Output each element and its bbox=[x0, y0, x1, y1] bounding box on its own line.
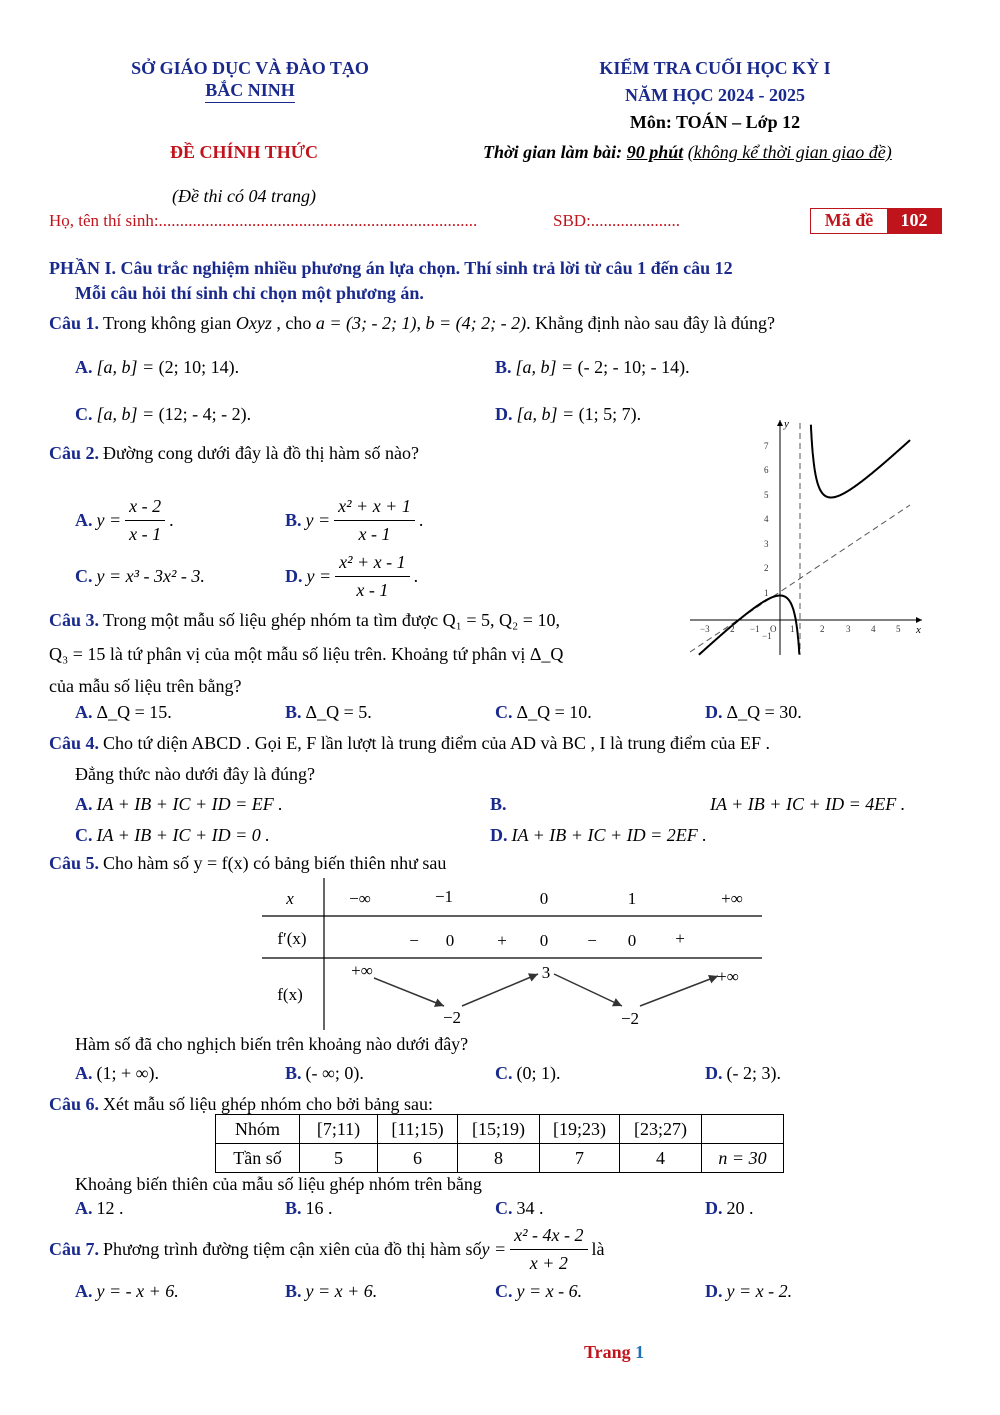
header-cell-6 bbox=[702, 1115, 784, 1144]
q4-option-a[interactable]: A. IA + IB + IC + ID = EF . bbox=[75, 794, 283, 814]
q4-option-d[interactable]: D. IA + IB + IC + ID = 2EF . bbox=[490, 825, 707, 845]
header-cell-5: [23;27) bbox=[620, 1115, 702, 1144]
exam-title: KIỂM TRA CUỐI HỌC KỲ I bbox=[599, 58, 831, 78]
x-val-neg-inf: −∞ bbox=[349, 889, 371, 908]
q5-question: Hàm số đã cho nghịch biến trên khoảng nào dưới đây? bbox=[75, 1034, 469, 1054]
exam-code-value: 102 bbox=[887, 209, 941, 233]
row-f-label: f(x) bbox=[277, 985, 303, 1004]
x-tick-m1: −1 bbox=[750, 624, 760, 634]
x-val-pos-inf: +∞ bbox=[721, 889, 743, 908]
sbd-field: SBD:..................... bbox=[553, 211, 681, 230]
q4-option-b-text: IA + IB + IC + ID = 4EF . bbox=[710, 794, 906, 814]
q7-stem: Câu 7. Phương trình đường tiệm cận xiên của đồ thị hàm số y = $\frac{\text{x² - 4x - 2}}{x + 2}$ là bbox=[49, 1225, 605, 1273]
arrow-up-2 bbox=[640, 976, 718, 1006]
q1-option-a[interactable]: A. [a, b] = (2; 10; 14). bbox=[75, 357, 240, 377]
q3-option-b[interactable]: B. Δ_Q = 5. bbox=[285, 702, 372, 722]
freq-cell-1: 5 bbox=[300, 1144, 378, 1173]
q5-stem: Câu 5. Cho hàm số y = f(x) có bảng biến thiên như sau bbox=[49, 853, 447, 873]
q1-stem: Câu 1. Trong không gian Oxyz , cho a = (3; - 2; 1), b = (4; 2; - 2). Khẳng định nào sau đây là đúng? bbox=[49, 313, 776, 333]
pages-note: (Đề thi có 04 trang) bbox=[172, 186, 316, 206]
header-cell-4: [19;23) bbox=[540, 1115, 620, 1144]
page-footer: Trang 1 bbox=[584, 1342, 645, 1362]
q2-option-c[interactable]: C. y = x³ - 3x² - 3. bbox=[75, 566, 205, 586]
x-tick-3: 3 bbox=[846, 624, 851, 634]
header-cell-3: [15;19) bbox=[458, 1115, 540, 1144]
school-year: NĂM HỌC 2024 - 2025 bbox=[625, 85, 805, 105]
q2-option-b[interactable]: B. y = $\frac{\text{x² + x + 1}}{x - 1}$ . bbox=[285, 496, 424, 544]
x-axis-label: x bbox=[916, 624, 921, 636]
arrow-down-2 bbox=[554, 974, 622, 1006]
header-cell-2: [11;15) bbox=[378, 1115, 458, 1144]
sign-4: + bbox=[675, 929, 685, 948]
curve-right-branch bbox=[811, 425, 910, 498]
q4-option-b[interactable]: B. bbox=[490, 794, 507, 814]
q6-option-b[interactable]: B. 16 . bbox=[285, 1198, 333, 1218]
x-tick-5: 5 bbox=[896, 624, 901, 634]
q6-option-c[interactable]: C. 34 . bbox=[495, 1198, 544, 1218]
dept-line1: SỞ GIÁO DỤC VÀ ĐÀO TẠO bbox=[131, 58, 369, 78]
q2-stem: Câu 2. Đường cong dưới đây là đồ thị hàm số nào? bbox=[49, 443, 420, 463]
sign-zero-2: 0 bbox=[539, 931, 549, 950]
q6-option-a[interactable]: A. 12 . bbox=[75, 1198, 124, 1218]
part1-title: PHẦN I. Câu trắc nghiệm nhiều phương án lựa chọn. Thí sinh trả lời từ câu 1 đến câu 12 bbox=[49, 258, 733, 278]
header-cell-1: [7;11) bbox=[300, 1115, 378, 1144]
x-tick-2: 2 bbox=[820, 624, 825, 634]
q5-option-b[interactable]: B. (- ∞; 0). bbox=[285, 1063, 364, 1083]
row-x-label: x bbox=[286, 889, 294, 908]
q7-option-a[interactable]: A. y = - x + 6. bbox=[75, 1281, 179, 1301]
y-tick-5: 5 bbox=[764, 490, 769, 500]
y-tick-1: 1 bbox=[764, 588, 769, 598]
f-val-pos-inf-right: +∞ bbox=[717, 967, 739, 986]
q2-option-a[interactable]: A. y = $\frac{x - 2}{x - 1}$ . bbox=[75, 496, 174, 544]
header-cell-group: Nhóm bbox=[216, 1115, 300, 1144]
candidate-name-field: Họ, tên thí sinh:........................................................................... bbox=[49, 211, 478, 230]
q3-line3: của mẫu số liệu trên bằng? bbox=[49, 676, 242, 696]
exam-code-box bbox=[810, 208, 942, 234]
y-axis-label: y bbox=[784, 418, 789, 430]
x-tick-m3: −3 bbox=[700, 624, 710, 634]
part1-subtitle: Mỗi câu hỏi thí sinh chỉ chọn một phương án. bbox=[75, 283, 424, 303]
f-val-min-2: −2 bbox=[620, 1009, 640, 1028]
arrow-down-1 bbox=[374, 978, 444, 1006]
freq-cell-label: Tần số bbox=[216, 1144, 300, 1173]
q4-option-c[interactable]: C. IA + IB + IC + ID = 0 . bbox=[75, 825, 270, 845]
q6-question: Khoảng biến thiên của mẫu số liệu ghép nhóm trên bằng bbox=[75, 1174, 482, 1194]
q4-line2: Đẳng thức nào dưới đây là đúng? bbox=[75, 764, 315, 784]
x-val-0: 0 bbox=[539, 889, 549, 908]
q1-option-d[interactable]: D. [a, b] = (1; 5; 7). bbox=[495, 404, 642, 424]
f-val-max: 3 bbox=[541, 963, 551, 982]
table-row-groups bbox=[216, 1115, 784, 1144]
sign-1: − bbox=[409, 931, 419, 950]
sign-3: − bbox=[587, 931, 597, 950]
q1-option-c[interactable]: C. [a, b] = (12; - 4; - 2). bbox=[75, 404, 252, 424]
x-val-m1: −1 bbox=[434, 887, 454, 906]
q1-option-b[interactable]: B. [a, b] = (- 2; - 10; - 14). bbox=[495, 357, 690, 377]
q5-option-c[interactable]: C. (0; 1). bbox=[495, 1063, 561, 1083]
x-val-1: 1 bbox=[627, 889, 637, 908]
freq-cell-total: n = 30 bbox=[702, 1144, 784, 1173]
y-tick-4: 4 bbox=[764, 514, 769, 524]
x-tick-4: 4 bbox=[871, 624, 876, 634]
variation-table bbox=[262, 878, 762, 1030]
f-val-pos-inf-left: +∞ bbox=[351, 961, 373, 980]
frequency-table bbox=[215, 1114, 784, 1173]
q3-option-d[interactable]: D. Δ_Q = 30. bbox=[705, 702, 802, 722]
sign-zero-3: 0 bbox=[627, 931, 637, 950]
y-tick-3: 3 bbox=[764, 539, 769, 549]
y-tick-6: 6 bbox=[764, 465, 769, 475]
y-tick-7: 7 bbox=[764, 441, 769, 451]
freq-cell-4: 7 bbox=[540, 1144, 620, 1173]
q6-stem: Câu 6. Xét mẫu số liệu ghép nhóm cho bởi bảng sau: bbox=[49, 1094, 433, 1114]
exam-code-label: Mã đề bbox=[824, 210, 874, 230]
sign-2: + bbox=[497, 931, 507, 950]
freq-cell-2: 6 bbox=[378, 1144, 458, 1173]
y-tick-2: 2 bbox=[764, 563, 769, 573]
origin-label: O bbox=[770, 624, 777, 634]
q7-option-c[interactable]: C. y = x - 6. bbox=[495, 1281, 583, 1301]
freq-cell-3: 8 bbox=[458, 1144, 540, 1173]
subject: Môn: TOÁN – Lớp 12 bbox=[629, 112, 801, 132]
x-tick-m2: −2 bbox=[725, 624, 735, 634]
f-val-min-1: −2 bbox=[442, 1008, 462, 1027]
q4-line1: Câu 4. Cho tứ diện ABCD . Gọi E, F lần lượt là trung điểm của AD và BC , I là trung điểm của EF . bbox=[49, 733, 770, 753]
freq-cell-5: 4 bbox=[620, 1144, 702, 1173]
y-tick-m1: −1 bbox=[762, 631, 772, 641]
q2-option-d[interactable]: D. y = $\frac{\text{x² + x - 1}}{x - 1}$ . bbox=[285, 552, 419, 600]
q2-function-graph bbox=[680, 415, 930, 660]
arrow-up-1 bbox=[462, 974, 538, 1006]
q5-option-a[interactable]: A. (1; + ∞). bbox=[75, 1063, 159, 1083]
q5-option-d[interactable]: D. (- 2; 3). bbox=[705, 1063, 781, 1083]
official-label: ĐỀ CHÍNH THỨC bbox=[170, 142, 319, 162]
time-info: Thời gian làm bài: 90 phút (không kể thời gian giao đề) bbox=[483, 142, 892, 162]
x-tick-1: 1 bbox=[790, 624, 795, 634]
q3-line1: Câu 3. Trong một mẫu số liệu ghép nhóm ta tìm được Q₁ = 5, Q₂ = 10, bbox=[49, 610, 560, 630]
row-fprime-label: f′(x) bbox=[277, 929, 307, 948]
q3-line2: Q₃ = 15 là tứ phân vị của một mẫu số liệu trên. Khoảng tứ phân vị Δ_Q bbox=[49, 644, 564, 664]
q6-option-d[interactable]: D. 20 . bbox=[705, 1198, 754, 1218]
q3-option-a[interactable]: A. Δ_Q = 15. bbox=[75, 702, 172, 722]
sign-zero-1: 0 bbox=[445, 931, 455, 950]
table-row-frequency bbox=[216, 1144, 784, 1173]
dept-line2: BẮC NINH bbox=[100, 80, 400, 101]
q7-option-d[interactable]: D. y = x - 2. bbox=[705, 1281, 793, 1301]
q3-option-c[interactable]: C. Δ_Q = 10. bbox=[495, 702, 592, 722]
q7-option-b[interactable]: B. y = x + 6. bbox=[285, 1281, 378, 1301]
